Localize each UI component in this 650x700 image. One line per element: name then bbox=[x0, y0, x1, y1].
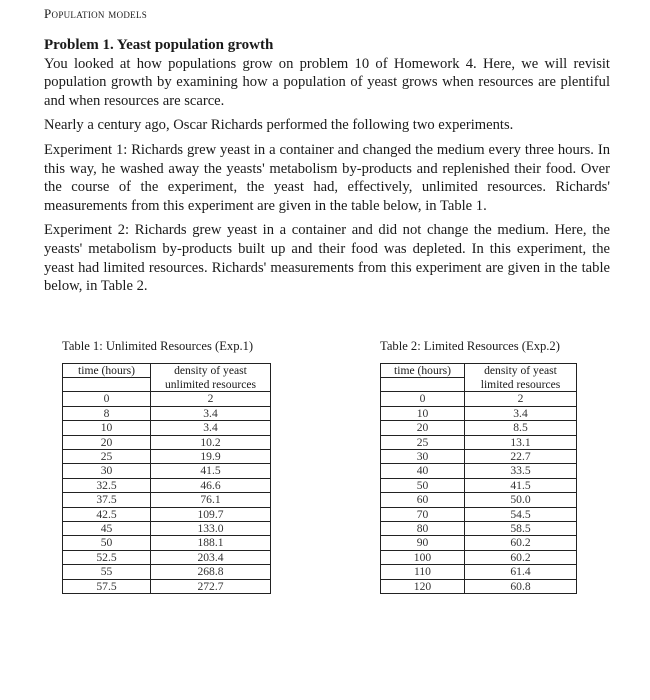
time-cell: 100 bbox=[381, 550, 465, 564]
density-cell: 2 bbox=[151, 392, 271, 406]
table-row bbox=[63, 521, 271, 535]
table-row bbox=[63, 435, 271, 449]
time-cell: 30 bbox=[63, 464, 151, 478]
table-row bbox=[381, 521, 577, 535]
table-row bbox=[63, 493, 271, 507]
table-row bbox=[63, 464, 271, 478]
table-2-header-time: time (hours) bbox=[381, 364, 465, 378]
table-row bbox=[381, 550, 577, 564]
time-cell: 37.5 bbox=[63, 493, 151, 507]
density-cell: 203.4 bbox=[151, 550, 271, 564]
table-1-header-time: time (hours) bbox=[63, 364, 151, 378]
table-row bbox=[63, 565, 271, 579]
density-cell: 33.5 bbox=[465, 464, 577, 478]
time-cell: 80 bbox=[381, 521, 465, 535]
problem-body bbox=[44, 36, 610, 302]
table-1-body bbox=[63, 392, 271, 594]
table-row bbox=[63, 392, 271, 406]
table-row bbox=[381, 565, 577, 579]
problem-heading: Problem 1. Yeast population growth bbox=[44, 37, 274, 53]
table-row bbox=[63, 579, 271, 593]
table-1 bbox=[62, 363, 271, 594]
experiment-2-description: Experiment 2: Richards grew yeast in a container and did not change the medium. Here, the yeasts' metabolism by-products built up and their food was depleted. In this experiment, the yeast had limited resources. Richards' measurements from this experiment are given in the table below, in Table 2. bbox=[44, 222, 610, 295]
time-cell: 40 bbox=[381, 464, 465, 478]
table-row bbox=[381, 536, 577, 550]
density-cell: 3.4 bbox=[151, 421, 271, 435]
density-cell: 13.1 bbox=[465, 435, 577, 449]
table-row bbox=[381, 464, 577, 478]
table-row bbox=[381, 406, 577, 420]
density-cell: 8.5 bbox=[465, 421, 577, 435]
time-cell: 8 bbox=[63, 406, 151, 420]
time-cell: 10 bbox=[63, 421, 151, 435]
experiment-1-description: Experiment 1: Richards grew yeast in a container and changed the medium every three hours. In this way, he washed away the yeasts' metabolism by-products and replenished their food. Over the course of the experiment, the yeast had, effectively, unlimited resources. Richards' measurements from this experiment are given in the table below, in Table 1. bbox=[44, 141, 610, 214]
table-row bbox=[63, 449, 271, 463]
density-cell: 60.8 bbox=[465, 579, 577, 593]
density-cell: 46.6 bbox=[151, 478, 271, 492]
density-cell: 41.5 bbox=[465, 478, 577, 492]
density-cell: 2 bbox=[465, 392, 577, 406]
table-row bbox=[381, 449, 577, 463]
density-cell: 50.0 bbox=[465, 493, 577, 507]
density-cell: 60.2 bbox=[465, 550, 577, 564]
table-row bbox=[381, 392, 577, 406]
density-cell: 268.8 bbox=[151, 565, 271, 579]
table-row bbox=[63, 550, 271, 564]
time-cell: 50 bbox=[381, 478, 465, 492]
table-1-header-density-sub: unlimited resources bbox=[151, 378, 271, 392]
table-row bbox=[381, 421, 577, 435]
table-1-caption: Table 1: Unlimited Resources (Exp.1) bbox=[62, 339, 254, 353]
time-cell: 25 bbox=[381, 435, 465, 449]
table-row bbox=[381, 507, 577, 521]
running-head: Population models bbox=[44, 6, 148, 21]
time-cell: 57.5 bbox=[63, 579, 151, 593]
density-cell: 188.1 bbox=[151, 536, 271, 550]
table-2-header-blank bbox=[381, 378, 465, 392]
time-cell: 20 bbox=[63, 435, 151, 449]
time-cell: 30 bbox=[381, 449, 465, 463]
density-cell: 61.4 bbox=[465, 565, 577, 579]
time-cell: 55 bbox=[63, 565, 151, 579]
density-cell: 22.7 bbox=[465, 449, 577, 463]
time-cell: 42.5 bbox=[63, 507, 151, 521]
table-2-block bbox=[380, 339, 577, 594]
table-1-block bbox=[62, 339, 271, 594]
density-cell: 41.5 bbox=[151, 464, 271, 478]
density-cell: 3.4 bbox=[465, 406, 577, 420]
time-cell: 32.5 bbox=[63, 478, 151, 492]
table-row bbox=[63, 406, 271, 420]
density-cell: 10.2 bbox=[151, 435, 271, 449]
problem-context: Nearly a century ago, Oscar Richards performed the following two experiments. bbox=[44, 117, 514, 134]
table-1-header-blank bbox=[63, 378, 151, 392]
density-cell: 109.7 bbox=[151, 507, 271, 521]
table-row bbox=[63, 421, 271, 435]
table-row bbox=[63, 536, 271, 550]
time-cell: 60 bbox=[381, 493, 465, 507]
time-cell: 120 bbox=[381, 579, 465, 593]
time-cell: 70 bbox=[381, 507, 465, 521]
density-cell: 3.4 bbox=[151, 406, 271, 420]
table-row bbox=[63, 478, 271, 492]
density-cell: 133.0 bbox=[151, 521, 271, 535]
time-cell: 50 bbox=[63, 536, 151, 550]
density-cell: 76.1 bbox=[151, 493, 271, 507]
table-2-body bbox=[381, 392, 577, 594]
density-cell: 19.9 bbox=[151, 449, 271, 463]
table-2-caption: Table 2: Limited Resources (Exp.2) bbox=[380, 339, 560, 353]
table-1-header-density: density of yeast bbox=[151, 364, 271, 378]
table-row bbox=[381, 435, 577, 449]
time-cell: 110 bbox=[381, 565, 465, 579]
problem-intro: You looked at how populations grow on problem 10 of Homework 4. Here, we will revisit population growth by examining how a population of yeast grows when resources are plentiful and when resources are scarce. bbox=[44, 55, 610, 109]
table-row bbox=[381, 478, 577, 492]
table-2-header-density-sub: limited resources bbox=[465, 378, 577, 392]
table-row bbox=[381, 493, 577, 507]
time-cell: 0 bbox=[63, 392, 151, 406]
time-cell: 10 bbox=[381, 406, 465, 420]
density-cell: 60.2 bbox=[465, 536, 577, 550]
table-2-header-density: density of yeast bbox=[465, 364, 577, 378]
table-row bbox=[381, 579, 577, 593]
time-cell: 45 bbox=[63, 521, 151, 535]
table-2 bbox=[380, 363, 577, 594]
density-cell: 272.7 bbox=[151, 579, 271, 593]
time-cell: 25 bbox=[63, 449, 151, 463]
time-cell: 52.5 bbox=[63, 550, 151, 564]
density-cell: 54.5 bbox=[465, 507, 577, 521]
time-cell: 0 bbox=[381, 392, 465, 406]
table-row bbox=[63, 507, 271, 521]
density-cell: 58.5 bbox=[465, 521, 577, 535]
time-cell: 90 bbox=[381, 536, 465, 550]
time-cell: 20 bbox=[381, 421, 465, 435]
